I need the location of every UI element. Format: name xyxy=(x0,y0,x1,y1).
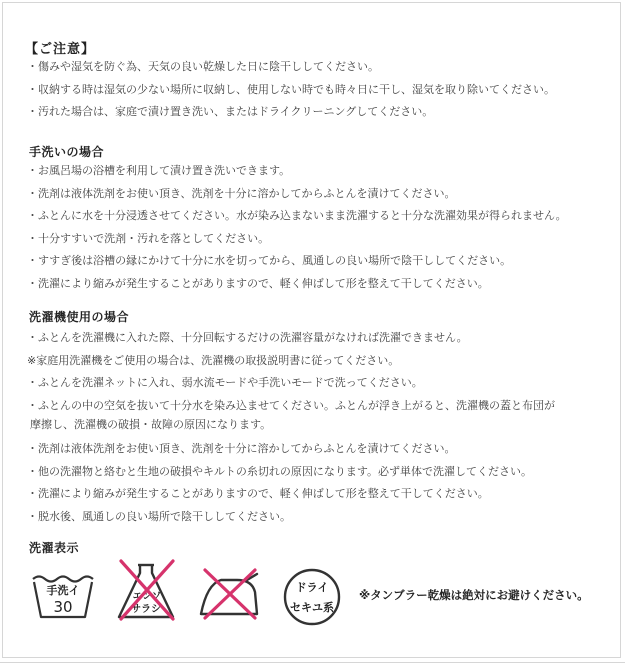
machine-list xyxy=(27,327,555,528)
handwash-line: ・洗剤は液体洗剤をお使い頂き、洗剤を十分に溶かしてからふとんを漬けてください。 xyxy=(27,186,456,200)
caution-line: ・傷みや湿気を防ぐ為、天気の良い乾燥した日に陰干ししてください。 xyxy=(27,60,379,73)
caution-title: 【ご注意】 xyxy=(25,42,96,57)
machine-line-continued: 摩擦し、洗濯機の破損・故障の原因になります。 xyxy=(30,417,272,431)
handwash-line: ・すすぎ後は浴槽の縁にかけて十分に水を切ってから、風通しの良い場所で陰干ししてください。 xyxy=(27,254,512,267)
hand-wash-30-icon xyxy=(30,570,96,620)
tumble-dry-warning: ※タンブラー乾燥は絶対にお避けください。 xyxy=(359,588,589,602)
machine-line: ・洗濯により縮みが発生することがありますので、軽く伸ばして形を整えて干してください。 xyxy=(27,487,489,500)
caution-list xyxy=(27,56,555,124)
machine-line: ・他の洗濯物と絡むと生地の破損やキルトの糸切れの原因になります。必ず単体で洗濯してください。 xyxy=(27,464,533,478)
bleach-label-top: エンソ xyxy=(132,591,162,602)
handwash-list xyxy=(27,160,567,295)
machine-line: ・ふとんを洗濯ネットに入れ、弱水流モードや手洗いモードで洗ってください。 xyxy=(27,376,423,389)
handwash-line: ・洗濯により縮みが発生することがありますので、軽く伸ばして形を整えて干してください。 xyxy=(27,276,489,290)
machine-line: ・洗剤は液体洗剤をお使い頂き、洗剤を十分に溶かしてからふとんを漬けてください。 xyxy=(27,442,456,455)
machine-line: ・ふとんの中の空気を抜いて十分水を染み込ませてください。ふとんが浮き上がると、洗濯機の蓋と布団が xyxy=(27,398,555,412)
machine-line: ・ふとんを洗濯機に入れた際、十分回転するだけの洗濯容量がなければ洗濯できません。 xyxy=(27,331,468,344)
dry-clean-solvent: セキユ系 xyxy=(290,601,334,614)
caution-line: ・汚れた場合は、家庭で漬け置き洗い、またはドライクリーニングしてください。 xyxy=(27,105,434,118)
machine-line: ・脱水後、風通しの良い場所で陰干ししてください。 xyxy=(27,509,291,523)
bottom-divider xyxy=(0,662,625,663)
caution-line: ・収納する時は湿気の少ない場所に収納し、使用しない時でも時々日に干し、湿気を取り除いてください。 xyxy=(27,82,555,96)
handwash-title: 手洗いの場合 xyxy=(29,145,105,159)
machine-line: ※家庭用洗濯機をご使用の場合は、洗濯機の取扱説明書に従ってください。 xyxy=(27,353,400,367)
no-iron-icon xyxy=(197,568,263,620)
wash-temperature: 30 xyxy=(53,598,73,616)
hand-wash-label: 手洗イ xyxy=(46,584,80,597)
handwash-line: ・お風呂場の浴槽を利用して漬け置き洗いできます。 xyxy=(27,164,291,177)
machine-title: 洗濯機使用の場合 xyxy=(29,310,130,324)
handwash-line: ・ふとんに水を十分浸透させてください。水が染み込まないまま洗濯すると十分な洗濯効果が得られません。 xyxy=(27,209,567,222)
no-bleach-icon xyxy=(113,557,179,621)
dry-clean-petroleum-icon xyxy=(280,567,344,627)
care-labels-title: 洗濯表示 xyxy=(29,541,80,555)
dry-clean-label: ドライ xyxy=(295,581,329,594)
bleach-label-bottom: サラシ xyxy=(131,604,161,615)
handwash-line: ・十分すすいで洗剤・汚れを落としてください。 xyxy=(27,231,270,245)
